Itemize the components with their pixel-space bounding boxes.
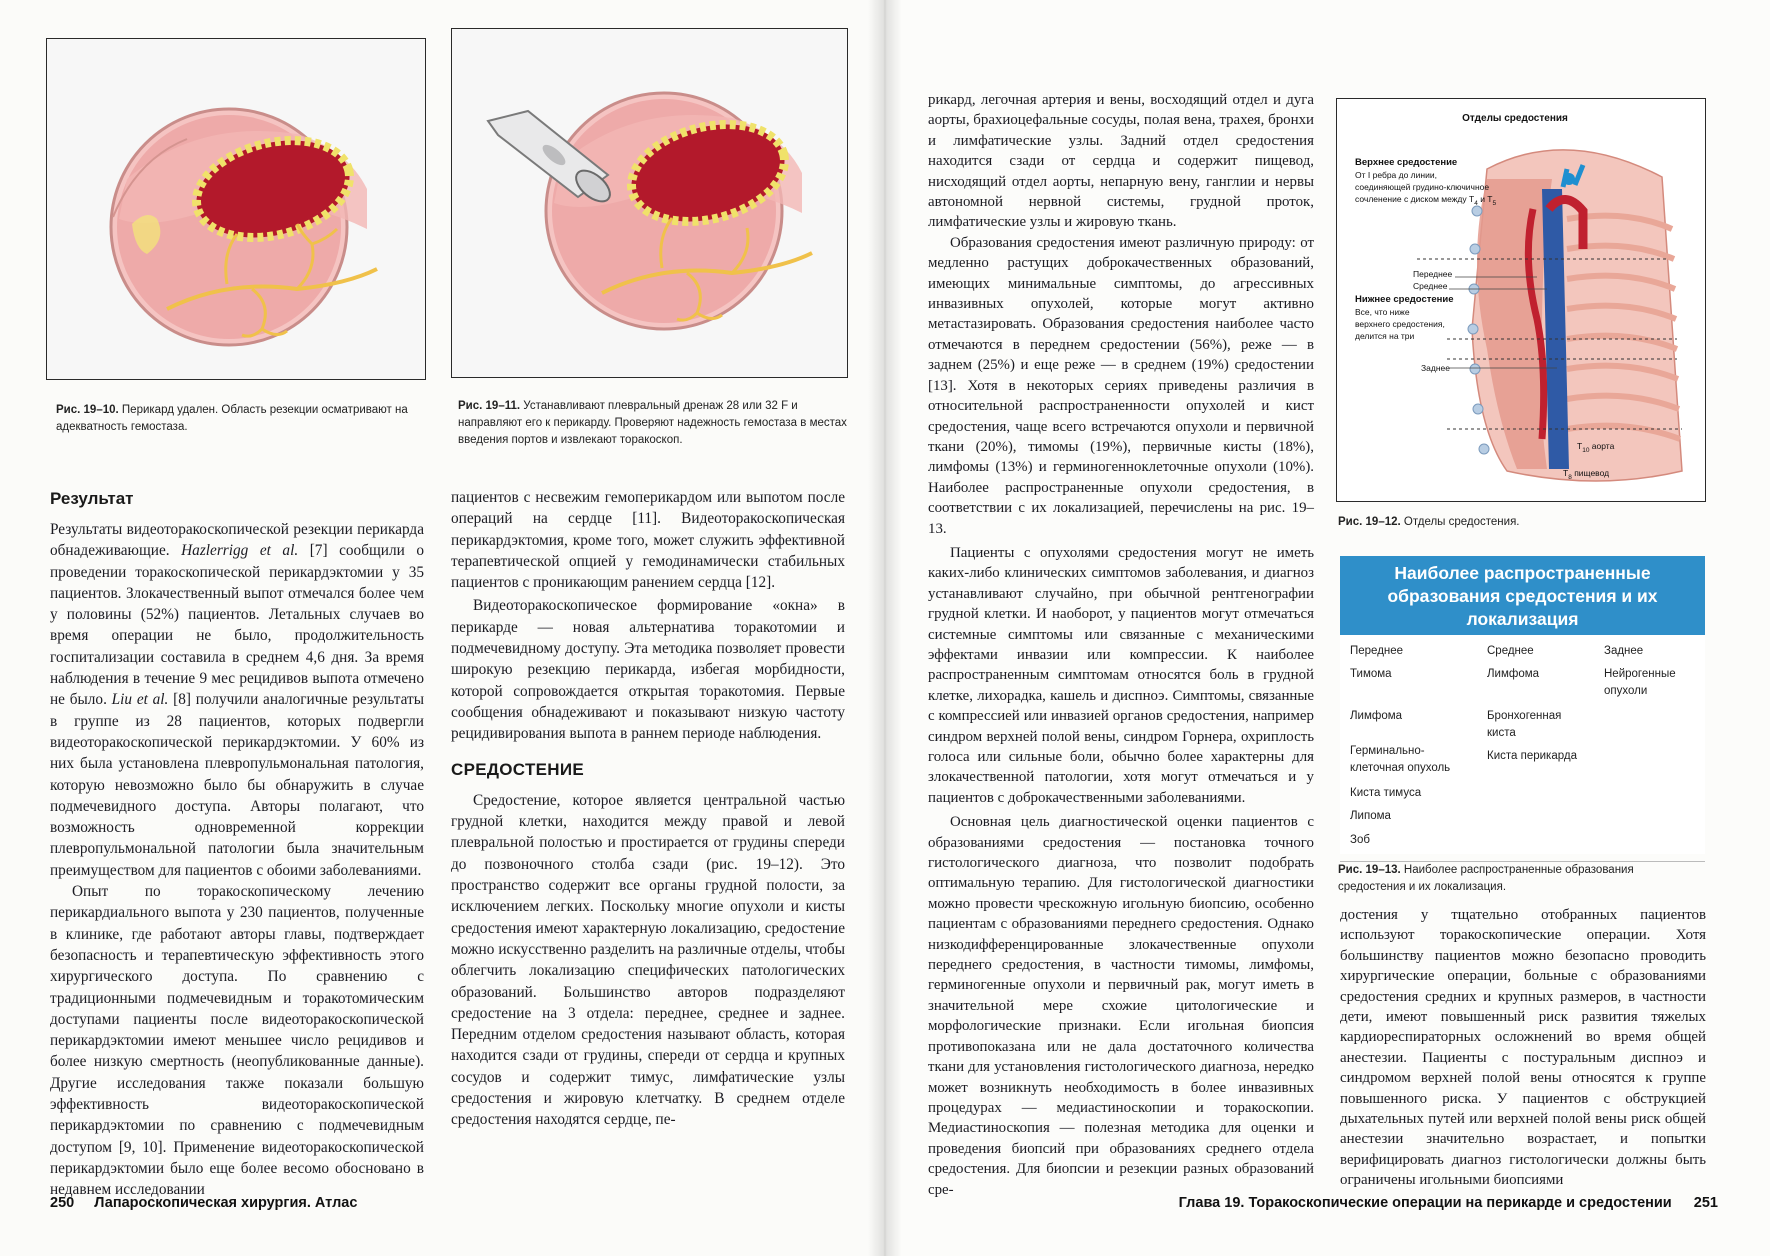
figure-number: Рис. 19–12. [1338,516,1401,528]
figure-number: Рис. 19–13. [1338,864,1401,876]
figure-number: Рис. 19–10. [56,404,119,416]
label-lower: Нижнее средостение [1355,294,1454,305]
column-header-anterior: Переднее [1350,645,1404,657]
section-heading-mediastinum: СРЕДОСТЕНИЕ [451,759,584,779]
caption-text: Устанавливают плевральный дренаж 28 или 32 F и направляют его к перикарду. Проверяют надежность гемостаза в местах введения портов и извлекают торакоскоп. [458,400,847,446]
figure-title: Отделы средостения [1462,113,1568,124]
table-cell: Киста перикарда [1487,750,1577,762]
left-text-column-2 [451,487,845,1131]
table-body [1340,635,1705,862]
page-footer-right [1178,1195,1718,1211]
label-upper-desc: От I ребра до линии, [1355,170,1437,180]
figure-19-13-caption [1338,862,1704,896]
page-number: 251 [1693,1195,1718,1211]
figure-number: Рис. 19–11. [458,400,521,412]
page-footer-left [50,1195,357,1211]
table-cell: Герминально-клеточная опухоль [1350,745,1451,774]
pericardium-window-illustration [47,39,425,379]
pleural-drain-illustration [452,29,847,377]
paragraph: рикард, легочная артерия и вены, восходящий отдел и дуга аорты, брахиоцефальные сосуды, полая вена, трахея, бронхи и лимфатические узлы. Задний отдел средостения находится сзади от сердца и содержит пищевод, нисходящий отдел аорты, непарную вену, ганглии и нервы автономной нервной системы, грудной проток, лимфатические узлы и жировую ткань. [928,92,1314,231]
label-upper: Верхнее средостение [1355,157,1458,168]
table-cell: Тимома [1350,668,1392,680]
running-title: Лапароскопическая хирургия. Атлас [94,1195,358,1211]
paragraph: Пациенты с опухолями средостения могут не иметь каких-либо клинических симптомов заболевания, и диагноз устанавливают случайно, при обычной рентгенографии грудной клетки. И наоборот, у пациентов могут отмечаться системные симптомы или связанные с механическими эффектами инвазии или компрессии. К наиболее распространенным симптомам относятся боль в грудной клетке, лихорадка, кашель и диспноэ. Симптомы, связанные с компрессией или инвазией органов средостения, например синдром верхней полой вены, синдром Горнера, охриплость голоса или сильные боли, обычно более характерны для злокачественной патологии, хотя могут отмечаться и у пациентов с доброкачественными заболеваниями. [928,544,1314,806]
caption-text: Наиболее распространенные образования средостения и их локализация. [1338,864,1634,893]
label-lower-desc: Все, что ниже [1355,307,1410,317]
figure-19-12-caption [1338,514,1706,531]
left-text-column-1 [50,519,424,1201]
paragraph: Образования средостения имеют различную природу: от медленно растущих доброкачественных образований, имеющих минимальные симптомы, до агрессивных инвазивных опухолей, которые могут активно метастазировать. Образования средостения наиболее часто отмечаются в переднем средостении (56%), реже — в заднем (25%) и еще реже — в среднем (19%) средостении [13]. Хотя в некоторых сериях приведены различия в относительной распространенности опухолей и кист средостения, чаще всего встречаются опухоли и первичной ткани (20%), тимомы (19%), первичные кисты (18%), лимфомы (13%) и герминогенноклеточные опухоли (10%). Наиболее распространенные опухоли средостения, в соответствии с их локализацией, перечислены на рис. 19–13. [928,234,1314,537]
paragraph: пациентов с несвежим гемоперикардом или выпотом после операций на сердце [11]. Видеоторакоскопическая перикардэктомия, кроме того, может служить эффективной терапевтической опцией у гемодинамически стабильных пациентов с проникающим ранением сердца [12]. [451,489,845,592]
section-heading-result: Результат [50,489,134,508]
table-title: Наиболее распространенные образования средостения и их локализация [1340,556,1705,635]
paragraph: Результаты видеоторакоскопической резекции перикарда обнадеживающие. Hazlerrigg et al. [7] сообщили о проведении торакоскопической перикардэктомии у 35 пациентов. Злокачественный выпот отмечался более чем у половины (52%) пациентов. Летальных случаев во время операции не было, продолжительность госпитализации составила в среднем 4,6 дня. За время наблюдения в течение 9 мес рецидивов выпота отмечено не было. Liu et al. [8] получили аналогичные результаты в группе из 28 пациентов, которых подвергли видеоторакоскопической перикардэктомии. У 60% из них была установлена плевропульмональная патология, которую невозможно было бы обнаружить в случае подмечевидного доступа. Авторы полагают, что возможность одновременной коррекции плевропульмональной патологии была значительным преимуществом для пациентов с обоими заболеваниями. [50,521,424,879]
label-esophagus: $T_8$ пищевод [1563,468,1610,481]
table-cell: Киста тимуса [1350,787,1422,799]
label-upper-desc: соединяющей грудино-ключичное [1355,182,1490,192]
table-cell: Лимфома [1350,710,1403,722]
table-cell: Лимфома [1487,668,1540,680]
figure-19-11 [451,28,848,378]
figure-19-12 [1336,98,1706,502]
mediastinum-divisions-illustration [1337,99,1705,501]
label-posterior: Заднее [1421,363,1450,373]
paragraph: Опыт по торакоскопическому лечению перикардиального выпота у 230 пациентов, полученные в клинике, где работают авторы главы, подтверждает безопасность и терапевтическую эффективность этого хирургического доступа. По сравнению с традиционными подмечевидным и торакотомическим доступами пациенты после видеоторакоскопической перикардэктомии имеют меньшее число рецидивов и более низкую смертность (неопубликованные данные). Другие исследования также показали большую эффективность видеоторакоскопической перикардэктомии по сравнению с подмечевидным доступом [9, 10]. Применение видеоторакоскопической перикардэктомии было еще более весомо обосновано в недавнем исследовании [50,883,424,1199]
column-header-posterior: Заднее [1604,645,1644,657]
label-middle: Среднее [1413,281,1448,291]
caption-text: Перикард удален. Область резекции осматривают на адекватность гемостаза. [56,404,408,433]
paragraph: Основная цель диагностической оценки пациентов с образованиями средостения — постановка точного гистологического диагноза, что позволит подобрать оптимальную терапию. Для гистологической диагностики можно провести чрескожную игольную биопсию, особенно пациентам с образованиями переднего средостения. Однако низкодифференцированные злокачественные опухоли переднего средостения, в частности тимомы, лимфомы, герминогенные опухоли и первичный рак, могут иметь в значительной мере схожие цитологические и морфологические признаки. Если игольная биопсия противопоказана или не дала достаточного количества ткани для установления гистологического диагноза, нередко может возникнуть необходимость в более инвазивных процедурах — медиастиноскопии и торакоскопии. Медиастиноскопия — полезная методика для оценки и проведения биопсий при образованиях среднего отдела средостения. Для биопсии и резекции разных образований сре- [928,814,1314,1198]
right-text-column-1 [928,90,1314,1200]
table-cell: Липома [1350,810,1391,822]
paragraph: Видеоторакоскопическое формирование «окна» в перикарде — новая альтернатива торакотомии и подмечевидному доступу. Эта методика позволяет провести широкую резекцию перикарда, избегая морбидности, которой сопровождается открытая торакотомия. Первые сообщения обнадеживают и показывают низкую частоту рецидивирования выпота в раннем периоде наблюдения. [451,597,845,743]
paragraph: Средостение, которое является центральной частью грудной клетки, находится между правой и левой плевральной полостью и простирается от грудины спереди до позвоночного столба сзади (рис. 19–12). Это пространство содержит все органы грудной полости, за исключением легких. Поскольку многие опухоли и кисты средостения имеют характерную локализацию, средостение можно искусственно разделить на различные отделы, чтобы облегчить локализацию специфических патологических образований. Большинство авторов подразделяют средостение на 3 отдела: переднее, среднее и заднее. Передним отделом средостения называют область, которая находится сзади от грудины, спереди от сердца и крупных сосудов и содержит тимус, лимфатические узлы средостения и жировую клетчатку. В среднем отделе средостения находятся сердце, пе- [451,791,845,1129]
caption-text: Отделы средостения. [1403,516,1520,528]
mediastinal-masses-table [1340,556,1705,854]
book-gutter [868,0,902,1256]
table-cell: Зоб [1350,834,1370,846]
label-lower-desc: верхнего средостения, [1355,319,1445,329]
label-lower-desc: делится на три [1355,331,1415,341]
table-cell: Нейрогенные опухоли [1604,668,1676,697]
table-cell: Бронхогенная киста [1487,710,1562,739]
right-text-column-2 [1340,905,1706,1191]
label-anterior: Переднее [1413,269,1453,279]
figure-19-11-caption [458,398,850,449]
running-title: Глава 19. Торакоскопические операции на перикарде и средостении [1178,1195,1672,1211]
label-aorta: $T_{10}$ аорта [1577,441,1615,454]
page-number: 250 [50,1195,75,1211]
figure-19-10 [46,38,426,380]
figure-19-10-caption [56,402,424,436]
label-upper-desc: сочленение с диском между $T_4$ и $T_5$ [1355,194,1497,207]
paragraph: достения у тщательно отобранных пациентов используют торакоскопические операции. Хотя большинству пациентов можно безопасно проводить хирургические операции, больные с образованиями средостения средних и крупных размеров, в частности дети, имеют повышенный риск развития тяжелых кардиореспираторных осложнений во время общей анестезии. Пациенты с постуральным диспноэ и синдромом верхней полой вены относятся к группе повышенного риска. У пациентов с обструкцией дыхательных путей или верхней полой вены риск общей анестезии значительно возрастает, и попытки верифицировать диагноз гистологически должны быть ограничены игольными биопсиями [1340,907,1706,1189]
column-header-middle: Среднее [1487,645,1534,657]
